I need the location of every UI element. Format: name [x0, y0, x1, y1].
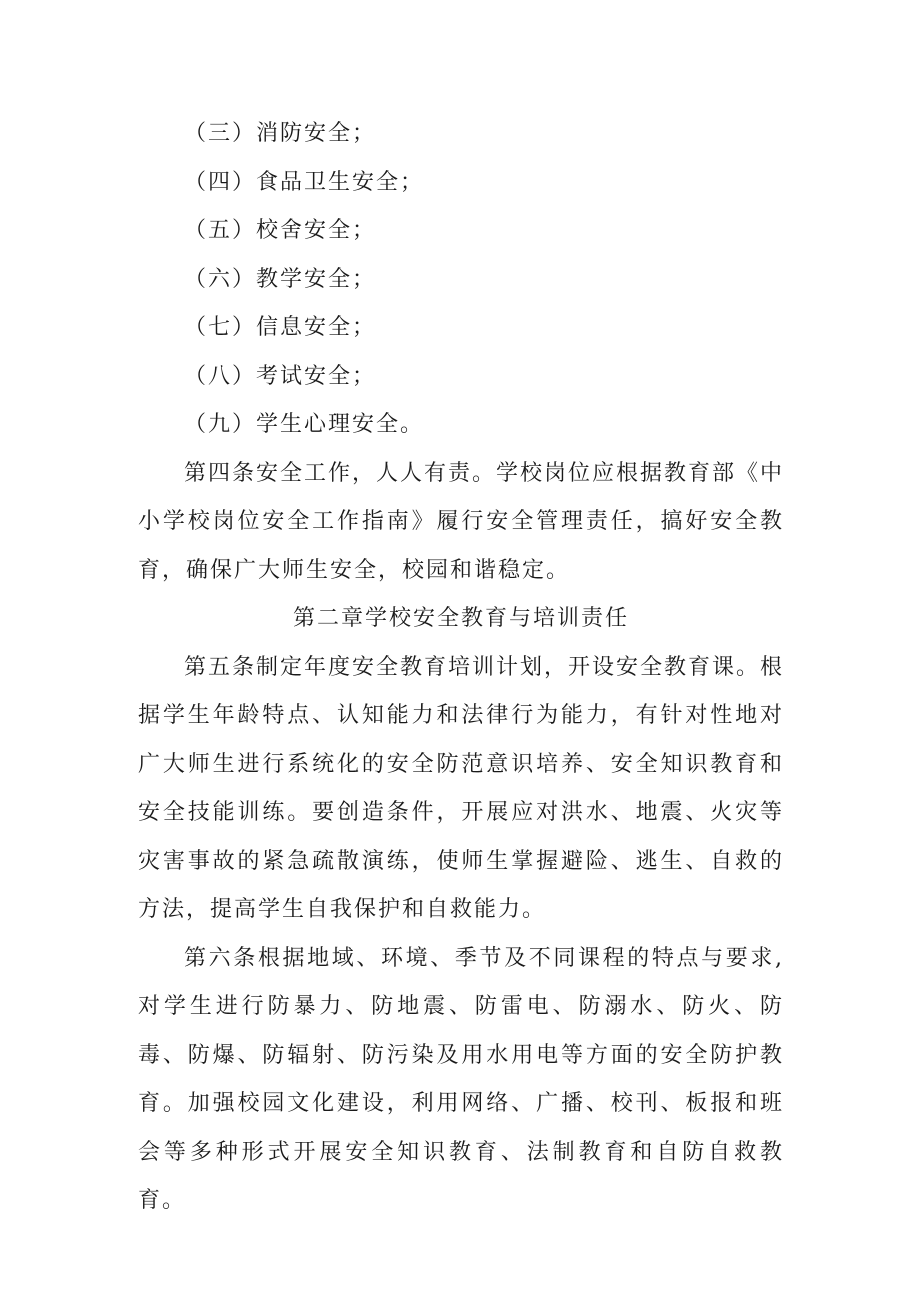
article-4-paragraph: 第四条安全工作，人人有责。学校岗位应根据教育部《中小学校岗位安全工作指南》履行安全管理责任，搞好安全教育，确保广大师生安全，校园和谐稳定。 [138, 460, 785, 583]
list-item: （九）学生心理安全。 [184, 412, 425, 437]
list-item: （五）校舍安全； [184, 218, 377, 243]
list-item: （六）教学安全； [184, 266, 377, 292]
chapter-heading: 第二章学校安全教育与培训责任 [292, 606, 629, 631]
list-item: （四）食品卫生安全； [184, 169, 425, 195]
article-6-paragraph: 第六条根据地域、环境、季节及不同课程的特点与要求,对学生进行防暴力、防地震、防雷电、防溺水、防火、防毒、防爆、防辐射、防污染及用水用电等方面的安全防护教育。加强校园文化建设，利用网络、广播、校刊、板报和班会等多种形式开展安全知识教育、法制教育和自防自救教育。 [138, 945, 784, 1213]
list-item: （三）消防安全； [184, 121, 377, 146]
article-5-paragraph: 第五条制定年度安全教育培训计划，开设安全教育课。根据学生年龄特点、认知能力和法律行为能力，有针对性地对广大师生进行系统化的安全防范意识培养、安全知识教育和安全技能训练。要创造条件，开展应对洪水、地震、火灾等灾害事故的紧急疏散演练，使师生掌握避险、逃生、自救的方法，提高学生自我保护和自救能力。 [138, 654, 785, 922]
list-item: （八）考试安全； [184, 363, 377, 389]
document-body [138, 110, 784, 1226]
list-item: （七）信息安全； [184, 315, 377, 340]
